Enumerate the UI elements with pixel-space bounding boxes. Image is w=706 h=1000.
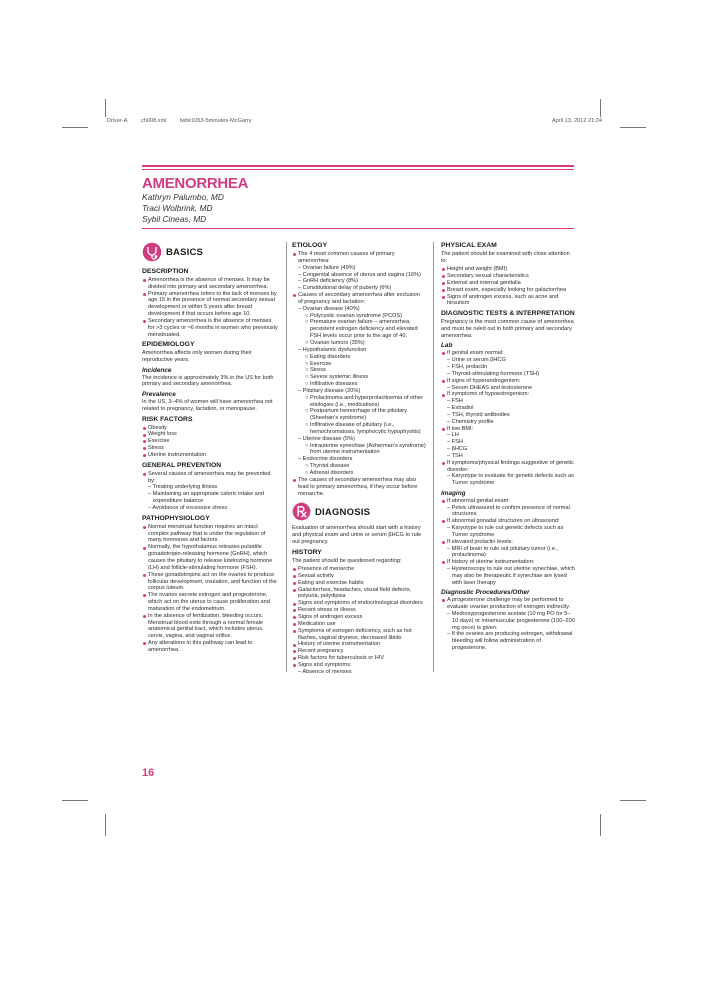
list-item: The ovaries secrete estrogen and progesterone, which act on the uterus to cause proliferation and maturation of the endometrium. — [142, 592, 278, 613]
page-title: AMENORRHEA — [142, 175, 249, 192]
list-item: – Chemistry profile — [447, 418, 494, 425]
heading-risk-factors: RISK FACTORS — [142, 415, 193, 423]
exam-list — [441, 266, 575, 307]
list-item: – Treating underlying illness — [148, 484, 218, 491]
list-item: The causes of secondary amenorrhea may also lead to primary amenorrhea, if they occur before menarche. — [292, 477, 426, 498]
list-item: ○ Thyroid disease — [305, 463, 350, 470]
list-item: – Constitutional delay of puberty (6%) — [298, 285, 392, 292]
list-item: ○ Infiltrative diseases — [305, 381, 358, 388]
list-item: Signs and symptoms of endocrinological disorders — [292, 600, 426, 607]
heading-imaging: Imaging — [441, 489, 466, 497]
list-item: History of uterine instrumentation — [292, 641, 426, 648]
list-item: Medication use — [292, 621, 426, 628]
list-item: If symptoms of hypoestrogenism: — [441, 391, 575, 398]
list-item: – TSH, thyroid antibodies — [447, 411, 510, 418]
crop-mark — [620, 127, 646, 128]
list-item: Sexual activity — [292, 573, 426, 580]
paragraph: The incidence is approximately 3% in the US for both primary and secondary amenorrhea. — [142, 374, 274, 388]
heading-lab: Lab — [441, 342, 453, 350]
paragraph: Amenorrhea affects only women during their reproductive years. — [142, 350, 252, 364]
crop-mark — [105, 814, 106, 836]
header-date: April 13, 2012 — [552, 118, 587, 124]
prevention-list — [142, 471, 278, 512]
stethoscope-icon — [142, 242, 162, 265]
list-item: – Hysteroscopy to rule out uterine synechiae, which may also be therapeutic if synechiae are lysed with laser therapy — [447, 566, 575, 586]
list-item: Symptoms of estrogen deficiency, such as hot flashes, vaginal dryness, decreased libido — [292, 628, 426, 642]
list-item: – Uterine disease (5%) — [298, 435, 355, 442]
list-item: – LH — [447, 432, 459, 439]
list-item: Obesity — [142, 425, 278, 432]
list-item: – Serum DHEAS and testosterone — [447, 384, 533, 391]
author-list — [142, 192, 224, 225]
heading-physical-exam: PHYSICAL EXAM — [441, 242, 497, 249]
list-item: If elevated prolactin levels: — [441, 539, 575, 546]
list-item: ○ Prolactinoma and hyperprolactinemia of other etiologies (i.e., medications) — [305, 394, 423, 408]
list-item: Eating and exercise habits — [292, 580, 426, 587]
list-item: – FSH — [447, 398, 463, 405]
list-item: – Pituitary disease (20%) — [298, 387, 361, 394]
author: Sybil Cineas, MD — [142, 214, 207, 224]
list-item: External and internal genitalia — [441, 280, 575, 287]
list-item: If signs of hyperandrogenism: — [441, 378, 575, 385]
patho-list — [142, 524, 278, 654]
header-file: ch008.xml — [141, 118, 167, 124]
list-item: If low BMI: — [441, 426, 575, 433]
list-item: Recent stress or illness — [292, 607, 426, 614]
list-item: Secondary sexual characteristics — [441, 273, 575, 280]
title-rule-top — [142, 165, 574, 167]
section-basics-header — [142, 242, 278, 265]
list-item: In the absence of fertilization, bleeding occurs. Menstrual blood exits through a normal female anatomical genital tract, which includes uterus, cervix, vagina, and vaginal orifice. — [142, 613, 278, 640]
list-item: ○ Adrenal disorders — [305, 470, 354, 476]
paragraph: Pregnancy is the most common cause of amenorrhea and must be ruled out in both primary and secondary amenorrhea. — [441, 319, 574, 339]
list-item: The 4 most common causes of primary amenorrhea: — [292, 251, 426, 265]
list-item: ○ Polycystic ovarian syndrome (PCOS) — [305, 312, 402, 319]
list-item: Recent pregnancy — [292, 648, 426, 655]
list-item: Galactorrhea, headaches, visual field defects, polyuria, polydipsia — [292, 587, 426, 601]
list-item: Weight loss — [142, 431, 278, 438]
list-item: ○ Postpartum hemorrhage of the pituitary (Sheehan's syndrome) — [305, 408, 407, 422]
list-item: If history of uterine instrumentation: — [441, 559, 575, 566]
description-list — [142, 277, 278, 339]
procedures-list — [441, 597, 575, 652]
list-item: Several causes of amenorrhea may be prevented by: — [142, 471, 278, 485]
etiology-list — [292, 251, 426, 497]
list-item: Breast exam, especially looking for galactorrhea — [441, 287, 575, 294]
list-item: – Medroxyprogesterone acetate (10 mg PO for 5–10 days) or intramuscular progesterone (100–200 mg once) is given. — [447, 610, 575, 631]
section-diagnosis-header — [292, 502, 426, 524]
list-item: ○ Exercise — [305, 360, 332, 367]
list-item: Signs of androgen excess — [292, 614, 426, 621]
crop-mark — [105, 99, 106, 117]
crop-mark — [620, 800, 646, 801]
rx-icon — [292, 502, 311, 524]
header-job: Driver-A — [107, 118, 128, 124]
list-item: ○ Ovarian tumors (35%) — [305, 339, 365, 346]
column-exam-tests — [441, 242, 575, 652]
list-item: – Thyroid-stimulating hormone (TSH) — [447, 370, 539, 377]
heading-prevention: GENERAL PREVENTION — [142, 461, 222, 469]
list-item: If symptoms/physical findings suggestive of genetic disorder: — [441, 460, 575, 474]
column-divider — [286, 242, 287, 672]
heading-diagnostic-tests: DIAGNOSTIC TESTS & INTERPRETATION — [441, 310, 575, 318]
list-item: – FSH, prolactin — [447, 363, 488, 370]
list-item: – TSH — [447, 452, 463, 459]
list-item: – GnRH deficiency (8%) — [298, 278, 359, 285]
crop-mark — [600, 99, 601, 117]
list-item: – Absence of menses — [298, 668, 352, 675]
list-item: Height and weight (BMI) — [441, 266, 575, 273]
author: Traci Wolbrink, MD — [142, 203, 213, 213]
column-basics — [142, 242, 278, 654]
list-item: – Ovarian disease (40%) — [298, 305, 360, 312]
list-item: ○ Infiltrative disease of pituitary (i.e., hemochromatosis, lymphocytic hypophysitis) — [305, 422, 421, 435]
history-list — [292, 566, 426, 676]
list-item: – FSH — [447, 439, 463, 446]
list-item: Presence of menarche — [292, 566, 426, 573]
list-item: Amenorrhea is the absence of menses. It may be divided into primary and secondary amenorrhea. — [142, 277, 278, 291]
header-time: 21:24 — [588, 118, 602, 124]
list-item: Primary amenorrhea refers to the lack of menses by age 15 in the presence of normal secondary sexual development or within 5 years after breast development if that occurs before age 10. — [142, 291, 278, 318]
column-divider — [433, 242, 434, 672]
heading-etiology: ETIOLOGY — [292, 242, 328, 249]
heading-epidemiology: EPIDEMIOLOGY — [142, 341, 195, 349]
list-item: Stress — [142, 445, 278, 452]
title-rule-thin — [142, 169, 574, 170]
list-item: Exercise — [142, 438, 278, 445]
list-item: ○ Severe systemic illness — [305, 374, 369, 381]
list-item: Signs and symptoms: — [292, 662, 426, 669]
list-item: – Congenital absence of uterus and vagina (16%) — [298, 271, 421, 278]
heading-description: DESCRIPTION — [142, 267, 189, 275]
lab-list — [441, 350, 575, 487]
list-item: Secondary amenorrhea is the absence of menses for >3 cycles or ≈6 months in women who previously menstruated. — [142, 318, 278, 339]
paragraph: Evaluation of amenorrhea should start with a history and physical exam and urine or serum βHCG to rule out pregnancy. — [292, 525, 422, 545]
list-item: Normally, the hypothalamus releases pulsatile gonadotropin-releasing hormone (GnRH), which causes the pituitary to release luteinizing hormone (LH) and follicle-stimulating hormone (FSH). — [142, 544, 278, 571]
list-item: – Estradiol — [447, 405, 474, 412]
list-item: – If the ovaries are producing estrogen, withdrawal bleeding will follow administration of progesterone. — [447, 631, 573, 652]
page-number: 16 — [142, 767, 155, 779]
paragraph: The patient should be questioned regarding: — [292, 557, 402, 564]
list-item: Signs of androgen excess, such as acne and hirsutism — [441, 294, 575, 308]
list-item: If abnormal gonadal structures on ultrasound: — [441, 518, 575, 525]
heading-pathophysiology: PATHOPHYSIOLOGY — [142, 514, 210, 522]
list-item: These gonadotropins act on the ovaries to produce follicular development, ovulation, and function of the corpus luteum. — [142, 572, 278, 593]
crop-mark — [600, 814, 601, 836]
list-item: – Pelvic ultrasound to confirm presence of normal structures — [447, 504, 570, 518]
title-rule-bottom — [142, 228, 574, 229]
list-item: If abnormal genital exam: — [441, 498, 575, 505]
section-title: BASICS — [166, 247, 204, 258]
list-item: Normal menstrual function requires an intact complex pathway that is under the regulation of many hormones and factors. — [142, 524, 278, 545]
column-etiology — [292, 242, 426, 676]
heading-history: HISTORY — [292, 548, 322, 556]
paragraph: In the US, 3–4% of women will have amenorrhea not related to pregnancy, lactation, or menopause. — [142, 398, 273, 412]
list-item: – Karyotype to rule out genetic defects such as Turner syndrome — [447, 525, 564, 538]
list-item: ○ Intrauterine synechiae (Asherman's syndrome) from uterine instrumentation — [305, 442, 426, 456]
list-item: – Urine or serum βHCG — [447, 357, 506, 364]
list-item: – Ovarian failure (49%) — [298, 264, 356, 271]
list-item: – βHCG — [447, 446, 468, 453]
list-item: ○ Premature ovarian failure – amenorrhea, persistent estrogen deficiency and elevated FSH levels occur prior to the age of 40. — [305, 319, 418, 340]
author: Kathryn Palumbo, MD — [142, 192, 224, 202]
header-book: lwbk1053-5minutes-McGarry — [180, 118, 252, 124]
risk-list — [142, 425, 278, 459]
list-item: Causes of secondary amenorrhea after exclusion of pregnancy and lactation: — [292, 292, 426, 306]
heading-prevalence: Prevalence — [142, 390, 176, 398]
list-item: – Karyotype to evaluate for genetic defects such as Turner syndrome — [447, 473, 574, 487]
list-item: ○ Stress — [305, 367, 326, 374]
section-title: DIAGNOSIS — [315, 506, 371, 518]
crop-mark — [62, 127, 88, 128]
heading-incidence: Incidence — [142, 366, 172, 374]
list-item: If genital exam normal: — [441, 350, 575, 357]
paragraph: The patient should be examined with close attention to: — [441, 251, 570, 264]
list-item: A progesterone challenge may be performed to evaluate ovarian production of estrogen indirectly. — [441, 597, 575, 611]
list-item: – MRI of brain to rule out pituitary tumor (i.e., prolactinoma) — [447, 545, 558, 559]
crop-mark — [62, 800, 88, 801]
list-item: – Maintaining an appropriate caloric intake and expenditure balance — [148, 491, 264, 505]
list-item: Risk factors for tuberculosis or HIV — [292, 655, 426, 662]
list-item: Uterine instrumentation — [142, 452, 278, 459]
imaging-list — [441, 498, 575, 587]
heading-procedures: Diagnostic Procedures/Other — [441, 589, 530, 597]
list-item: – Hypothalamic dysfunction — [298, 346, 367, 353]
list-item: ○ Eating disorders — [305, 353, 351, 360]
list-item: Any alterations in this pathway can lead to amenorrhea. — [142, 640, 278, 654]
list-item: – Avoidance of excessive stress — [148, 504, 228, 511]
list-item: – Endocrine disorders — [298, 456, 353, 463]
